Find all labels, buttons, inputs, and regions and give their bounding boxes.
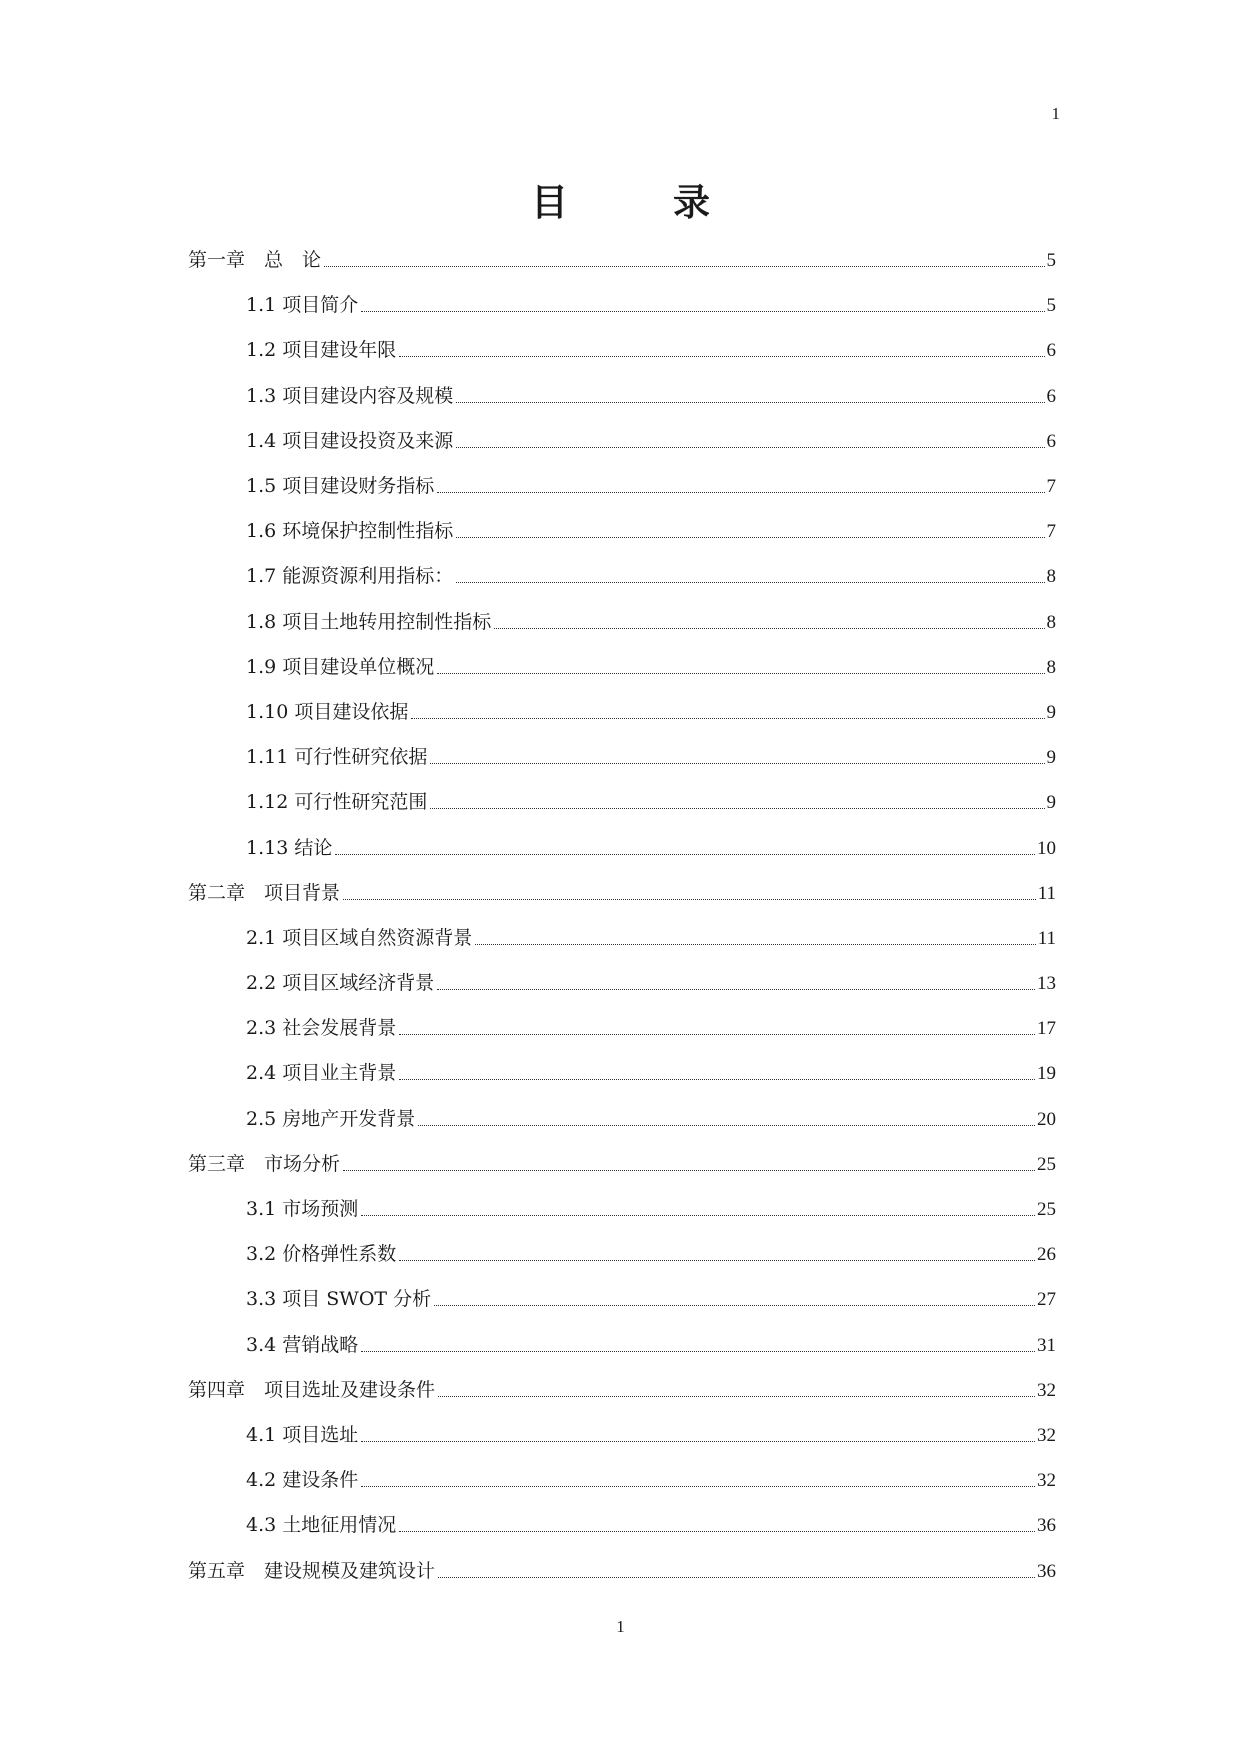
- toc-entry-page-number: 27: [1037, 1289, 1056, 1311]
- toc-entry-label: 3.3 项目 SWOT 分析: [246, 1288, 432, 1311]
- toc-chapter-entry[interactable]: [188, 238, 1056, 283]
- toc-entry-page-number: 25: [1037, 1153, 1056, 1175]
- toc-entry-label: 1.12 可行性研究范围: [246, 791, 428, 814]
- toc-entry-page-number: 26: [1037, 1244, 1056, 1266]
- toc-entry-label: 2.4 项目业主背景: [246, 1062, 397, 1085]
- toc-entry-label: 2.5 房地产开发背景: [246, 1107, 416, 1130]
- toc-dot-leader: [399, 1260, 1035, 1261]
- toc-dot-leader: [438, 1577, 1035, 1578]
- toc-entry-label: 3.4 营销战略: [246, 1333, 359, 1356]
- toc-section-entry[interactable]: [188, 825, 1056, 870]
- toc-dot-leader: [361, 1351, 1035, 1352]
- toc-entry-page-number: 9: [1046, 792, 1056, 814]
- toc-entry-label: 1.3 项目建设内容及规模: [246, 384, 454, 407]
- toc-chapter-entry[interactable]: [188, 1548, 1056, 1593]
- toc-entry-page-number: 32: [1037, 1470, 1056, 1492]
- toc-entry-label: 第五章 建设规模及建筑设计: [188, 1559, 436, 1582]
- toc-entry-page-number: 17: [1037, 1018, 1056, 1040]
- toc-section-entry[interactable]: [188, 780, 1056, 825]
- page-title: 目 录: [531, 181, 744, 224]
- toc-dot-leader: [399, 356, 1044, 357]
- toc-entry-label: 2.1 项目区域自然资源背景: [246, 926, 473, 949]
- toc-entry-label: 3.1 市场预测: [246, 1198, 359, 1221]
- toc-entry-label: 1.13 结论: [246, 836, 333, 859]
- toc-dot-leader: [324, 266, 1044, 267]
- toc-entry-page-number: 9: [1046, 701, 1056, 723]
- toc-entry-page-number: 6: [1046, 340, 1056, 362]
- toc-dot-leader: [418, 1125, 1035, 1126]
- toc-entry-page-number: 10: [1037, 837, 1056, 859]
- toc-entry-page-number: 36: [1037, 1515, 1056, 1537]
- toc-section-entry[interactable]: [188, 1097, 1056, 1142]
- toc-entry-page-number: 36: [1037, 1560, 1056, 1582]
- toc-section-entry[interactable]: [188, 690, 1056, 735]
- toc-dot-leader: [361, 1486, 1035, 1487]
- toc-entry-page-number: 7: [1046, 476, 1056, 498]
- toc-dot-leader: [437, 492, 1044, 493]
- toc-entry-label: 4.1 项目选址: [246, 1423, 359, 1446]
- toc-entry-label: 4.3 土地征用情况: [246, 1514, 397, 1537]
- toc-entry-page-number: 5: [1046, 295, 1056, 317]
- toc-section-entry[interactable]: [188, 1323, 1056, 1368]
- toc-entry-page-number: 25: [1037, 1199, 1056, 1221]
- toc-entry-page-number: 31: [1037, 1334, 1056, 1356]
- toc-dot-leader: [343, 899, 1036, 900]
- toc-entry-label: 1.5 项目建设财务指标: [246, 475, 435, 498]
- toc-entry-label: 2.3 社会发展背景: [246, 1017, 397, 1040]
- toc-entry-label: 1.1 项目简介: [246, 294, 359, 317]
- toc-dot-leader: [494, 628, 1044, 629]
- toc-entry-page-number: 8: [1046, 656, 1056, 678]
- toc-dot-leader: [361, 1215, 1035, 1216]
- toc-entry-page-number: 32: [1037, 1424, 1056, 1446]
- toc-chapter-entry[interactable]: [188, 871, 1056, 916]
- toc-entry-label: 1.7 能源资源利用指标：: [246, 565, 454, 588]
- toc-entry-label: 第一章 总 论: [188, 249, 322, 272]
- toc-entry-label: 1.8 项目土地转用控制性指标: [246, 610, 492, 633]
- toc-entry-label: 1.2 项目建设年限: [246, 339, 397, 362]
- toc-dot-leader: [437, 989, 1035, 990]
- toc-entry-label: 2.2 项目区域经济背景: [246, 972, 435, 995]
- toc-entry-label: 1.9 项目建设单位概况: [246, 655, 435, 678]
- toc-dot-leader: [343, 1170, 1035, 1171]
- toc-entry-label: 第四章 项目选址及建设条件: [188, 1378, 436, 1401]
- toc-entry-page-number: 11: [1037, 927, 1056, 949]
- toc-entry-page-number: 11: [1037, 882, 1056, 904]
- toc-section-entry[interactable]: [188, 464, 1056, 509]
- toc-entry-page-number: 19: [1037, 1063, 1056, 1085]
- toc-dot-leader: [361, 1441, 1035, 1442]
- toc-section-entry[interactable]: [188, 419, 1056, 464]
- toc-dot-leader: [335, 854, 1035, 855]
- toc-section-entry[interactable]: [188, 1503, 1056, 1548]
- toc-section-entry[interactable]: [188, 328, 1056, 373]
- toc-section-entry[interactable]: [188, 509, 1056, 554]
- toc-section-entry[interactable]: [188, 374, 1056, 419]
- toc-entry-page-number: 9: [1046, 747, 1056, 769]
- toc-dot-leader: [430, 763, 1044, 764]
- toc-dot-leader: [456, 447, 1044, 448]
- toc-dot-leader: [456, 537, 1044, 538]
- toc-section-entry[interactable]: [188, 1458, 1056, 1503]
- toc-section-entry[interactable]: [188, 600, 1056, 645]
- toc-section-entry[interactable]: [188, 916, 1056, 961]
- toc-entry-label: 1.6 环境保护控制性指标: [246, 520, 454, 543]
- header-page-number: 1: [1051, 104, 1060, 123]
- toc-dot-leader: [430, 808, 1044, 809]
- toc-entry-label: 3.2 价格弹性系数: [246, 1243, 397, 1266]
- toc-dot-leader: [456, 582, 1044, 583]
- toc-entry-label: 1.11 可行性研究依据: [246, 746, 428, 769]
- toc-section-entry[interactable]: [188, 735, 1056, 780]
- toc-chapter-entry[interactable]: [188, 1142, 1056, 1187]
- toc-dot-leader: [411, 718, 1044, 719]
- toc-dot-leader: [434, 1305, 1035, 1306]
- toc-entry-label: 第三章 市场分析: [188, 1152, 341, 1175]
- toc-dot-leader: [475, 944, 1035, 945]
- toc-dot-leader: [399, 1531, 1035, 1532]
- toc-entry-label: 4.2 建设条件: [246, 1469, 359, 1492]
- toc-entry-page-number: 5: [1046, 250, 1056, 272]
- toc-dot-leader: [361, 311, 1044, 312]
- toc-entry-page-number: 20: [1037, 1108, 1056, 1130]
- toc-dot-leader: [399, 1079, 1035, 1080]
- toc-dot-leader: [438, 1396, 1035, 1397]
- toc-entry-label: 1.4 项目建设投资及来源: [246, 429, 454, 452]
- toc-section-entry[interactable]: [188, 1232, 1056, 1277]
- toc-section-entry[interactable]: [188, 645, 1056, 690]
- toc-section-entry[interactable]: [188, 283, 1056, 328]
- toc-chapter-entry[interactable]: [188, 1368, 1056, 1413]
- toc-section-entry[interactable]: [188, 1006, 1056, 1051]
- toc-dot-leader: [437, 673, 1044, 674]
- toc-section-entry[interactable]: [188, 1187, 1056, 1232]
- toc-entry-page-number: 13: [1037, 973, 1056, 995]
- toc-entry-page-number: 7: [1046, 521, 1056, 543]
- table-of-contents: [188, 238, 1056, 1594]
- toc-dot-leader: [456, 402, 1044, 403]
- toc-entry-label: 第二章 项目背景: [188, 881, 341, 904]
- toc-entry-page-number: 6: [1046, 385, 1056, 407]
- toc-section-entry[interactable]: [188, 1277, 1056, 1322]
- toc-entry-page-number: 8: [1046, 566, 1056, 588]
- toc-section-entry[interactable]: [188, 961, 1056, 1006]
- toc-section-entry[interactable]: [188, 554, 1056, 599]
- toc-entry-label: 1.10 项目建设依据: [246, 700, 409, 723]
- toc-entry-page-number: 32: [1037, 1379, 1056, 1401]
- toc-dot-leader: [399, 1034, 1035, 1035]
- footer-page-number: 1: [616, 1617, 625, 1636]
- toc-section-entry[interactable]: [188, 1413, 1056, 1458]
- toc-section-entry[interactable]: [188, 1051, 1056, 1096]
- toc-entry-page-number: 6: [1046, 430, 1056, 452]
- toc-entry-page-number: 8: [1046, 611, 1056, 633]
